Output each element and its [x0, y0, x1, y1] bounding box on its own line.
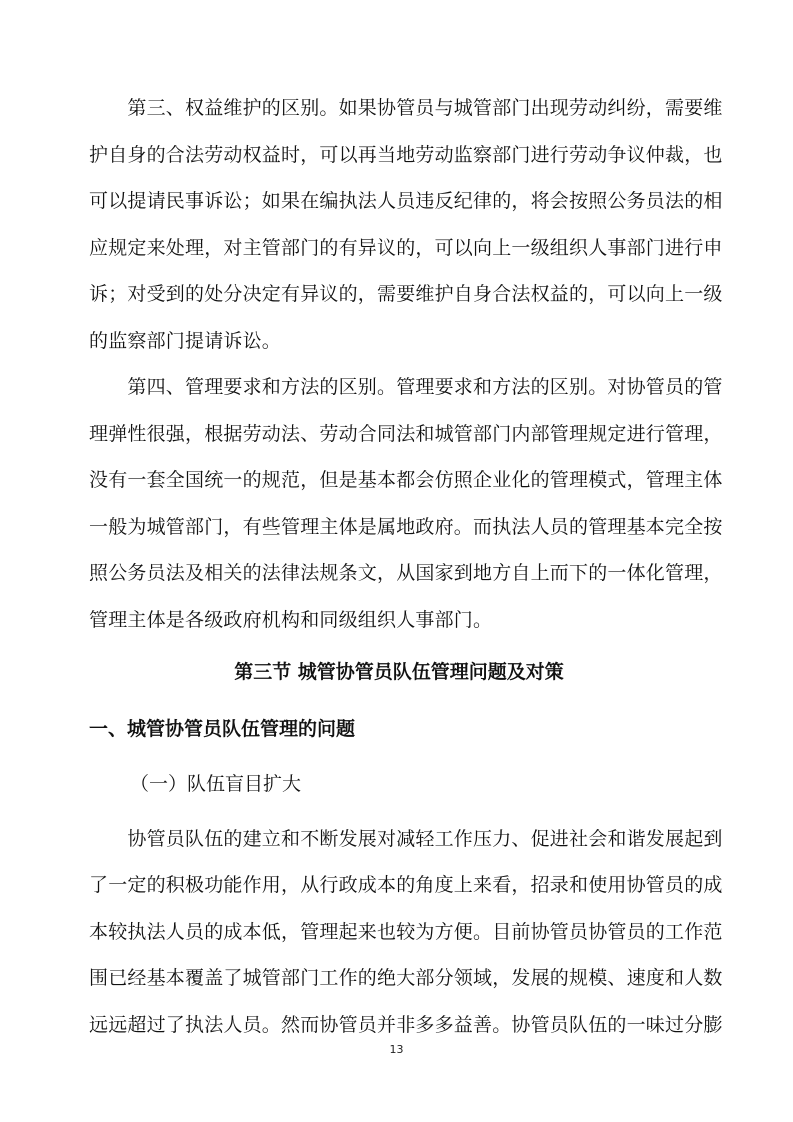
text-line: 的监察部门提请诉讼。 — [89, 330, 282, 352]
text-line: 应规定来处理，对主管部门的有异议的，可以向上一级组织人事部门进行申 — [89, 237, 723, 259]
text-line: 了一定的积极功能作用，从行政成本的角度上来看，招录和使用协管员的成 — [89, 874, 723, 896]
page-number: 13 — [389, 1043, 404, 1056]
text-line: 远远超过了执法人员。然而协管员并非多多益善。协管员队伍的一味过分膨 — [89, 1014, 723, 1036]
text-line: 可以提请民事诉讼；如果在编执法人员违反纪律的，将会按照公务员法的相 — [89, 190, 723, 212]
subsection-title: 一、城管协管员队伍管理的问题 — [89, 718, 356, 740]
section-title: 第三节 城管协管员队伍管理问题及对策 — [234, 661, 564, 683]
text-line: 一般为城管部门，有些管理主体是属地政府。而执法人员的管理基本完全按 — [89, 516, 723, 538]
text-line: 管理主体是各级政府机构和同级组织人事部门。 — [89, 609, 493, 631]
text-line: 诉；对受到的处分决定有异议的，需要维护自身合法权益的，可以向上一级 — [89, 283, 723, 305]
text-line: 第三、权益维护的区别。如果协管员与城管部门出现劳动纠纷，需要维 — [89, 97, 723, 119]
text-line: 围已经基本覆盖了城管部门工作的绝大部分领域，发展的规模、速度和人数 — [89, 967, 723, 989]
text-line: 第四、管理要求和方法的区别。管理要求和方法的区别。对协管员的管 — [89, 376, 723, 398]
text-line: 理弹性很强，根据劳动法、劳动合同法和城管部门内部管理规定进行管理， — [89, 423, 723, 445]
text-line: 护自身的合法劳动权益时，可以再当地劳动监察部门进行劳动争议仲裁，也 — [89, 144, 723, 166]
text-line: 协管员队伍的建立和不断发展对减轻工作压力、促进社会和谐发展起到 — [89, 828, 723, 850]
text-line: 本较执法人员的成本低，管理起来也较为方便。目前协管员协管员的工作范 — [89, 921, 723, 943]
text-line: 照公务员法及相关的法律法规条文，从国家到地方自上而下的一体化管理， — [89, 562, 723, 584]
text-line: 没有一套全国统一的规范，但是基本都会仿照企业化的管理模式，管理主体 — [89, 469, 723, 491]
item-title: （一）队伍盲目扩大 — [130, 773, 302, 795]
